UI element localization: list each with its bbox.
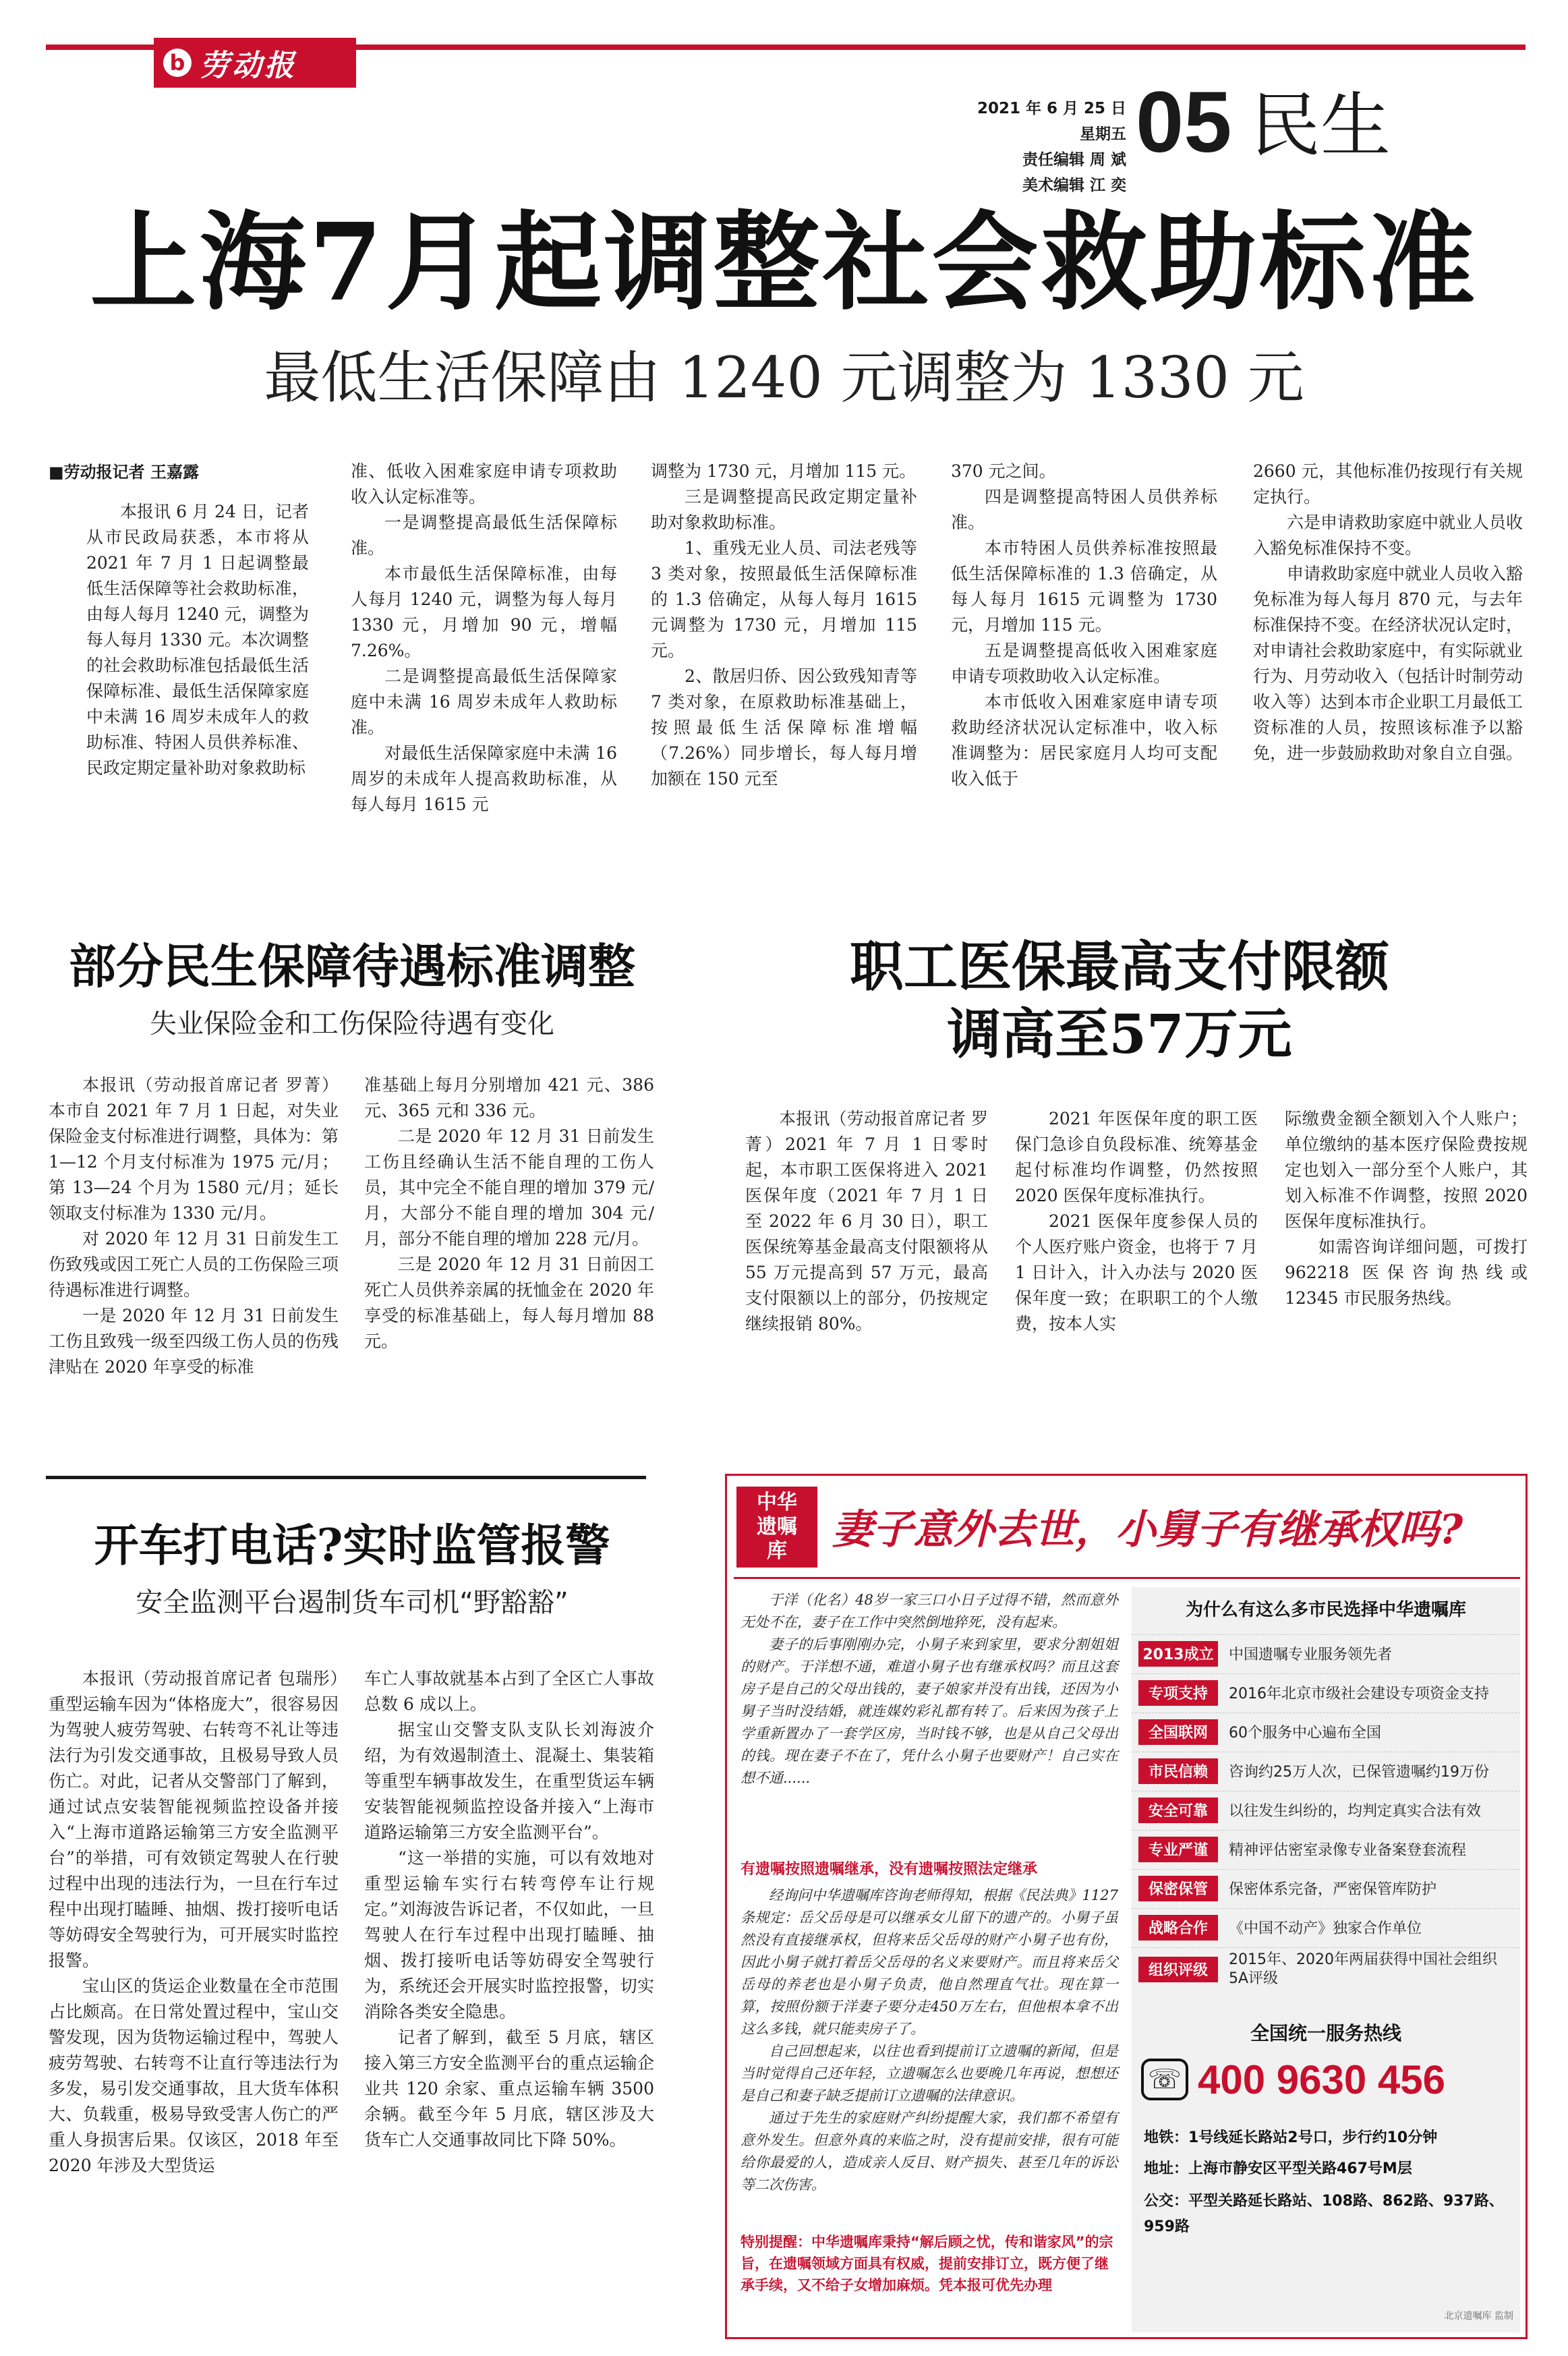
address-subway: 地铁：1号线延长路站2号口，步行约10分钟 <box>1144 2129 1438 2146</box>
advert-row <box>1132 1713 1520 1750</box>
paragraph: 对最低生活保障家庭中未满 16 周岁的未成年人提高救助标准，从每人每月 1615 元 <box>351 743 617 814</box>
paragraph: 记者了解到，截至 5 月底，辖区接入第三方安全监测平台的重点运输企业共 120 余家、重点运输车辆 3500 余辆。截至今年 5 月底，辖区涉及大货车亡人交通事故同比下降 50%。 <box>364 2028 654 2150</box>
paragraph: 本报讯 6 月 24 日，记者从市民政局获悉，本市将从 2021 年 7 月 1 日起调整最低生活保障等社会救助标准，由每人每月 1240 元，调整为每人每月 1330 元。本次调整的社会救助标准包括最低生活保障标准、最低生活保障家庭中未满 16 周岁未成年人的救助标准、特困人员供养标准、民政定期定量补助对象救助标 <box>86 502 309 778</box>
paragraph: 本市特困人员供养标准按照最低生活保障标准的 1.3 倍确定，从每人每月 1615 元调整为 1730 元，月增加 115 元。 <box>951 538 1217 635</box>
paragraph: 车亡人事故就基本占到了全区亡人事故总数 6 成以上。 <box>364 1669 654 1714</box>
medical-column-2 <box>1015 1106 1258 1337</box>
advert-row <box>1132 1908 1520 1946</box>
logo-text: 劳动报 <box>200 49 297 83</box>
paragraph: 2660 元，其他标准仍按现行有关规定执行。 <box>1253 461 1523 507</box>
medical-column-1 <box>745 1106 988 1337</box>
traffic-column-2 <box>364 1666 654 2153</box>
row-tag: 战略合作 <box>1138 1915 1218 1941</box>
paragraph: 调整为 1730 元，月增加 115 元。 <box>651 461 917 481</box>
section-name: 民生 <box>1250 84 1391 167</box>
advert-footnote: 北京遗嘱库 监制 <box>1444 2311 1513 2322</box>
paragraph: 本报讯（劳动报首席记者 罗菁）本市自 2021 年 7 月 1 日起，对失业保险金支付标准进行调整，具体为：第 1—12 个月支付标准为 1975 元/月；第 13—24 个月为 1580 元/月；延长领取支付标准为 1330 元/月。 <box>49 1075 339 1223</box>
advert-tip: 特别提醒：中华遗嘱库秉持“解后顾之忧，传和谐家风”的宗旨，在遗嘱领域方面具有权威，提前安排订立，既方便了继承手续，又不给子女增加麻烦。凭本报可优先办理 <box>741 2234 1113 2293</box>
benefits-headline: 部分民生保障待遇标准调整 <box>69 938 635 994</box>
paragraph: 准基础上每月分别增加 421 元、386 元、365 元和 336 元。 <box>364 1075 654 1120</box>
seal-text: 中华遗嘱库 <box>757 1491 797 1563</box>
paragraph: 三是 2020 年 12 月 31 日前因工死亡人员供养亲属的抚恤金在 2020 年享受的标准基础上，每人每月增加 88 元。 <box>364 1255 654 1351</box>
logo-b-icon: b <box>163 49 192 77</box>
advert-row <box>1132 1830 1520 1868</box>
paragraph: 二是 2020 年 12 月 31 日前发生工伤且经确认生活不能自理的工伤人员，其中完全不能自理的增加 379 元/月，大部分不能自理的增加 304 元/月，部分不能自理的增加 228 元/月。 <box>364 1126 654 1248</box>
hotline-row <box>1141 2052 1513 2106</box>
row-text: 《中国不动产》独家合作单位 <box>1229 1920 1422 1937</box>
traffic-headline: 开车打电话?实时监管报警 <box>94 1519 610 1572</box>
advert-body <box>741 1885 1118 2196</box>
row-tag: 2013成立 <box>1138 1641 1218 1667</box>
lead-column-2 <box>351 459 617 817</box>
row-tag: 组织评级 <box>1138 1957 1218 1982</box>
paragraph: 本市最低生活保障标准，由每人每月 1240 元，调整为每人每月 1330 元，月增加 90 元，增幅 7.26%。 <box>351 564 617 660</box>
advert-row <box>1132 1947 1520 1990</box>
traffic-subheadline: 安全监测平台遏制货车司机“野豁豁” <box>136 1587 569 1618</box>
phone-icon: ☏ <box>1141 2059 1188 2100</box>
paragraph: 如需咨询详细问题，可拨打 962218 医保咨询热线或 12345 市民服务热线。 <box>1285 1237 1528 1308</box>
paragraph: 2021 医保年度参保人员的个人医疗账户资金，也将于 7 月 1 日计入，计入办法与 2020 医保年度一致；在职职工的个人缴费，按本人实 <box>1015 1211 1258 1333</box>
benefits-subheadline: 失业保险金和工伤保险待遇有变化 <box>150 1008 554 1039</box>
paragraph: 本报讯（劳动报首席记者 包瑞彤）重型运输车因为“体格庞大”，很容易因为驾驶人疲劳驾驶、右转弯不礼让等违法行为引发交通事故，且极易导致人员伤亡。对此，记者从交警部门了解到，通过试点安装智能视频监控设备并接入“上海市道路运输第三方安全监测平台”的举措，可有效锁定驾驶人在行驶过程中出现的违法行为，一旦在行车过程中出现打瞌睡、抽烟、拨打接听电话等妨碍安全驾驶行为，可开展实时监控报警。 <box>49 1669 339 1970</box>
section-divider <box>46 1476 646 1479</box>
paragraph: 1、重残无业人员、司法老残等 3 类对象，按照最低生活保障标准的 1.3 倍确定，从每人每月 1615 元调整为 1730 元，月增加 115 元。 <box>651 538 917 660</box>
row-text: 精神评估密室录像专业备案登套流程 <box>1229 1842 1467 1859</box>
advert-letter <box>741 1589 1118 1789</box>
lead-byline: ■劳动报记者 王嘉露 <box>49 463 200 482</box>
lead-column-4 <box>951 459 1217 792</box>
row-tag: 保密保管 <box>1138 1876 1218 1901</box>
lead-subheadline: 最低生活保障由 1240 元调整为 1330 元 <box>264 345 1304 411</box>
letter-paragraph: 妻子的后事刚刚办完，小舅子来到家里，要求分割姐姐的财产。于洋想不通，难道小舅子也有继承权吗？而且这套房子是自己的父母出钱的，妻子娘家并没有出钱，还因为小舅子当时没结婚，就连媒妁彩礼都有转了。后来因为孩子上学重新置办了一套学区房，当时钱不够，也是从自己父母出的钱。现在妻子不在了，凭什么小舅子也要财产！自己实在想不通...... <box>741 1636 1118 1786</box>
advert-row <box>1132 1869 1520 1907</box>
lead-column-3 <box>651 459 917 792</box>
paragraph: 370 元之间。 <box>951 461 1056 481</box>
newspaper-logo <box>154 38 356 88</box>
advert-row <box>1132 1673 1520 1711</box>
letter-paragraph: 于洋（化名）48岁一家三口小日子过得不错，然而意外无处不在，妻子在工作中突然倒地猝死，没有起来。 <box>741 1592 1118 1630</box>
paragraph: 四是调整提高特困人员供养标准。 <box>951 487 1217 532</box>
issue-date: 2021 年 6 月 25 日 星期五 <box>977 100 1126 143</box>
paragraph: 2021 年医保年度的职工医保门急诊自负段标准、统筹基金起付标准均作调整，仍然按照 2020 医保年度标准执行。 <box>1015 1109 1258 1205</box>
row-tag: 市民信赖 <box>1138 1758 1218 1784</box>
paragraph: 对 2020 年 12 月 31 日前发生工伤致残或因工死亡人员的工伤保险三项待遇标准进行调整。 <box>49 1229 339 1300</box>
paragraph: 二是调整提高最低生活保障家庭中未满 16 周岁未成年人救助标准。 <box>351 666 617 737</box>
paragraph: 宝山区的货运企业数量在全市范围占比颇高。在日常处置过程中，宝山交警发现，因为货物运输过程中，驾驶人疲劳驾驶、右转弯不让直行等违法行为多发，易引发交通事故，且大货车体积大、负载重，极易导致受害人伤亡的严重人身损害后果。仅该区，2018 年至 2020 年涉及大型货运 <box>49 1976 339 2175</box>
paragraph: 一是 2020 年 12 月 31 日前发生工伤且致残一级至四级工伤人员的伤残津贴在 2020 年享受的标准 <box>49 1306 339 1377</box>
advert-headline: 妻子意外去世，小舅子有继承权吗? <box>832 1506 1463 1553</box>
paragraph: 本市低收入困难家庭申请专项救助经济状况认定标准中，收入标准调整为：居民家庭月人均可支配收入低于 <box>951 692 1217 788</box>
medical-headline-line2: 调高至57万元 <box>947 1002 1292 1066</box>
paragraph: 准、低收入困难家庭申请专项救助收入认定标准等。 <box>351 461 617 507</box>
benefits-column-1 <box>49 1072 339 1380</box>
address-bus: 公交：平型关路延长路站、108路、862路、937路、959路 <box>1144 2193 1504 2235</box>
row-text: 以往发生纠纷的，均判定真实合法有效 <box>1229 1803 1482 1820</box>
advert-panel <box>1132 1587 1520 2332</box>
advert-box <box>725 1474 1528 2339</box>
row-tag: 全国联网 <box>1138 1719 1218 1745</box>
row-text: 2015年、2020年两届获得中国社会组织5A评级 <box>1229 1951 1497 1987</box>
hotline-number[interactable]: 400 9630 456 <box>1198 2057 1446 2102</box>
row-text: 中国遗嘱专业服务领先者 <box>1229 1646 1393 1663</box>
paragraph: 际缴费金额全额划入个人账户；单位缴纳的基本医疗保险费按规定也划入一部分至个人账户，其划入标准不作调整，按照 2020 医保年度标准执行。 <box>1285 1109 1528 1231</box>
benefits-column-2 <box>364 1072 654 1354</box>
advert-rows <box>1132 1634 1520 1992</box>
advert-row <box>1132 1634 1520 1672</box>
row-text: 咨询约25万人次，已保管遗嘱约19万份 <box>1229 1764 1489 1781</box>
row-tag: 专项支持 <box>1138 1680 1218 1706</box>
body-paragraph: 自己回想起来，以往也看到提前订立遗嘱的新闻，但是当时觉得自己还年轻，立遗嘱怎么也要晚几年再说，想想还是自己和妻子缺乏提前订立遗嘱的法律意识。 <box>741 2043 1118 2104</box>
lead-headline: 上海7月起调整社会救助标准 <box>90 200 1478 325</box>
advert-seal <box>736 1487 817 1568</box>
paragraph: 六是申请救助家庭中就业人员收入豁免标准保持不变。 <box>1253 513 1523 558</box>
masthead-meta <box>964 96 1126 198</box>
row-tag: 安全可靠 <box>1138 1798 1218 1823</box>
advert-row <box>1132 1752 1520 1789</box>
hotline-label: 全国统一服务热线 <box>1250 2022 1401 2044</box>
lead-column-1 <box>86 499 309 781</box>
address-street: 地址：上海市静安区平型关路467号M层 <box>1144 2160 1412 2177</box>
advert-row <box>1132 1791 1520 1829</box>
paragraph: 本报讯（劳动报首席记者 罗菁）2021 年 7 月 1 日零时起，本市职工医保将进入 2021 医保年度（2021 年 7 月 1 日至 2022 年 6 月 30 日），职工医保统筹基金最高支付限额将从 55 万元提高到 57 万元，最高支付限额以上的部分，仍按规定继续报销 80%。 <box>745 1109 988 1333</box>
paragraph: 据宝山交警支队支队长刘海波介绍，为有效遏制渣土、混凝土、集装箱等重型车辆事故发生，在重型货运车辆安装智能视频监控设备并接入“上海市道路运输第三方安全监测平台”。 <box>364 1720 654 1842</box>
advert-section-title: 有遗嘱按照遗嘱继承，没有遗嘱按照法定继承 <box>741 1861 1038 1878</box>
medical-column-3 <box>1285 1106 1528 1311</box>
panel-title: 为什么有这么多市民选择中华遗嘱库 <box>1185 1600 1466 1620</box>
row-text: 60个服务中心遍布全国 <box>1229 1725 1381 1742</box>
lead-column-5 <box>1253 459 1523 766</box>
paragraph: 五是调整提高低收入困难家庭申请专项救助收入认定标准。 <box>951 641 1217 686</box>
row-text: 保密体系完备，严密保管库防护 <box>1229 1881 1437 1898</box>
paragraph: 2、散居归侨、因公致残知青等 7 类对象，在原救助标准基础上，按照最低生活保障标准增幅（7.26%）同步增长，每人每月增加额在 150 元至 <box>651 666 917 788</box>
row-text: 2016年北京市级社会建设专项资金支持 <box>1229 1686 1489 1702</box>
editor-line: 责任编辑 周 斌 <box>1022 151 1126 169</box>
body-paragraph: 通过于先生的家庭财产纠纷提醒大家，我们都不希望有意外发生。但意外真的来临之时，没有提前安排，很有可能给你最爱的人，造成亲人反目、财产损失、甚至几年的诉讼等二次伤害。 <box>741 2110 1118 2193</box>
paragraph: 三是调整提高民政定期定量补助对象救助标准。 <box>651 487 917 532</box>
body-paragraph: 经询问中华遗嘱库咨询老师得知，根据《民法典》1127条规定：岳父岳母是可以继承女儿留下的遗产的。小舅子虽然没有直接继承权，但将来岳父岳母的财产小舅子也有份，因此小舅子就打着岳父岳母的名义来要财产。而且将来岳父岳母的养老也是小舅子负责，他自然理直气壮。现在算一算，按照份额于洋妻子要分走450万左右，但他根本拿不出这么多钱，就只能卖房子了。 <box>741 1887 1118 2037</box>
paragraph: “这一举措的实施，可以有效地对重型运输车实行右转弯停车让行规定。”刘海波告诉记者，不仅如此，一旦驾驶人在行车过程中出现打瞌睡、抽烟、拨打接听电话等妨碍安全驾驶行为，系统还会开展实时监控报警，切实消除各类安全隐患。 <box>364 1848 654 2021</box>
paragraph: 申请救助家庭中就业人员收入豁免标准为每人每月 870 元，与去年标准保持不变。在经济状况认定时，对申请社会救助家庭中，有实际就业行为、月劳动收入（包括计时制劳动收入等）达到本市企业职工月最低工资标准的人员，按照该标准予以豁免，进一步鼓励救助对象自立自强。 <box>1253 564 1523 763</box>
row-tag: 专业严谨 <box>1138 1837 1218 1862</box>
paragraph: 一是调整提高最低生活保障标准。 <box>351 513 617 558</box>
art-editor-line: 美术编辑 江 奕 <box>1022 177 1126 194</box>
traffic-column-1 <box>49 1666 339 2179</box>
page-number: 05 <box>1136 74 1232 171</box>
advert-header-rule <box>734 1577 1520 1579</box>
medical-headline-line1: 职工医保最高支付限额 <box>850 935 1389 998</box>
